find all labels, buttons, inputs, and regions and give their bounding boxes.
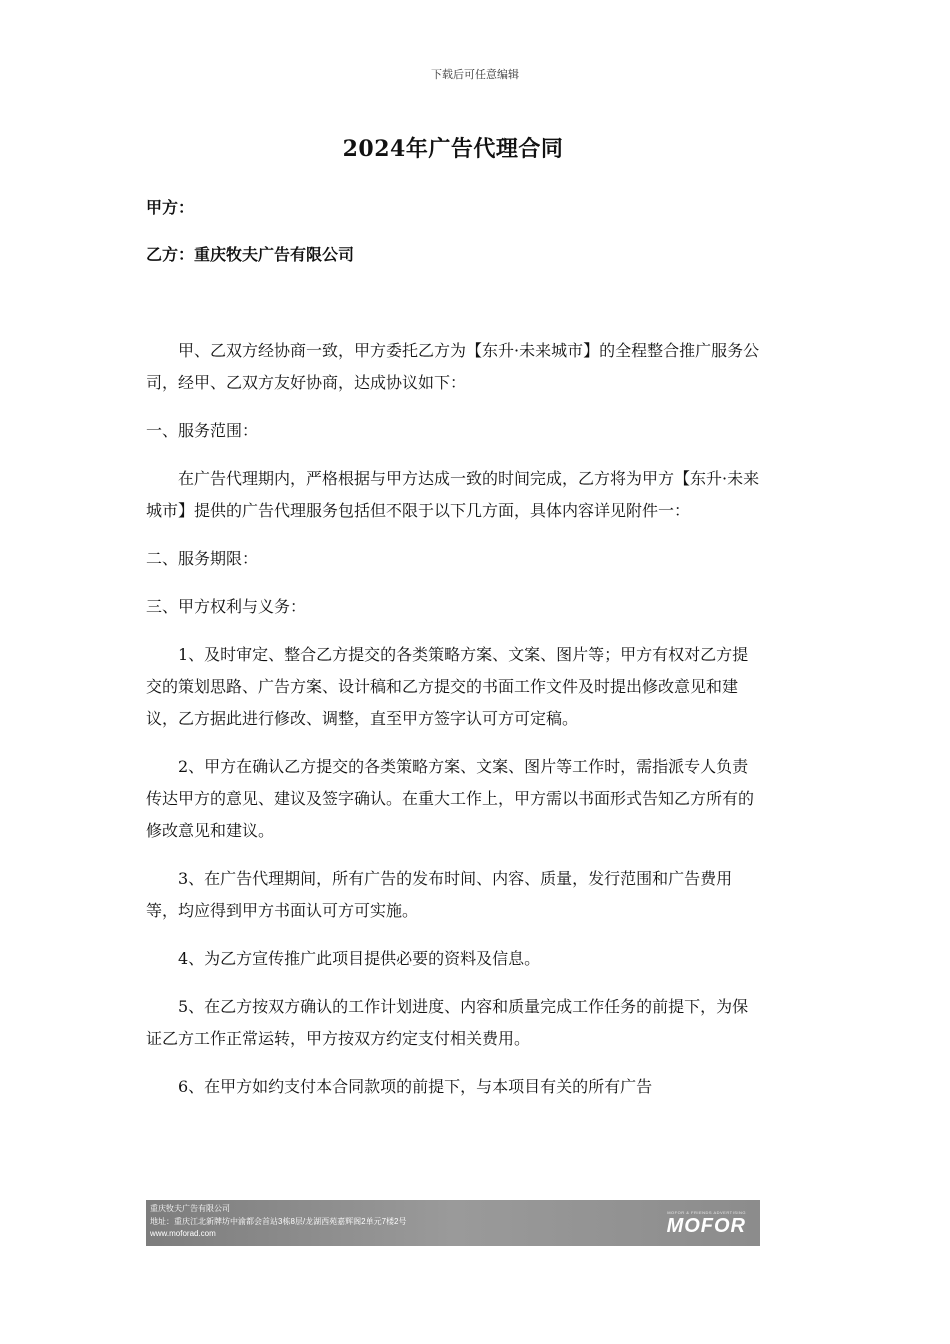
- footer-banner: [146, 1200, 760, 1246]
- clause-3: 3、在广告代理期间，所有广告的发布时间、内容、质量，发行范围和广告费用等，均应得到甲方书面认可方可实施。: [146, 869, 733, 920]
- footer-address: 地址：重庆江北新牌坊中渝都会首站3栋8层/龙湖西苑嘉辉阁2单元7楼2号: [150, 1216, 407, 1226]
- header-note: 下载后可任意编辑: [431, 68, 519, 81]
- contract-body: [146, 335, 760, 1119]
- section-heading-term: 二、服务期限：: [146, 549, 259, 568]
- section-heading-party-a-rights: 三、甲方权利与义务：: [146, 597, 307, 616]
- footer-company: 重庆牧夫广告有限公司: [150, 1204, 230, 1213]
- party-b: 乙方：重庆牧夫广告有限公司: [146, 245, 355, 264]
- footer-website: www.moforad.com: [150, 1229, 216, 1238]
- paragraph-scope: 在广告代理期内，严格根据与甲方达成一致的时间完成，乙方将为甲方【东升·未来城市】提供的广告代理服务包括但不限于以下几方面，具体内容详见附件一：: [146, 469, 760, 520]
- paragraph-intro: 甲、乙双方经协商一致，甲方委托乙方为【东升·未来城市】的全程整合推广服务公司，经甲、乙双方友好协商，达成协议如下：: [146, 341, 760, 392]
- logo-wordmark: MOFOR: [666, 1215, 746, 1237]
- clause-1: 1、及时审定、整合乙方提交的各类策略方案、文案、图片等；甲方有权对乙方提交的策划思路、广告方案、设计稿和乙方提交的书面工作文件及时提出修改意见和建议，乙方据此进行修改、调整，直至甲方签字认可方可定稿。: [146, 645, 749, 728]
- clause-6: 6、在甲方如约支付本合同款项的前提下，与本项目有关的所有广告: [178, 1077, 653, 1096]
- clause-2: 2、甲方在确认乙方提交的各类策略方案、文案、图片等工作时，需指派专人负责传达甲方的意见、建议及签字确认。在重大工作上，甲方需以书面形式告知乙方所有的修改意见和建议。: [146, 757, 755, 840]
- clause-5: 5、在乙方按双方确认的工作计划进度、内容和质量完成工作任务的前提下，为保证乙方工作正常运转，甲方按双方约定支付相关费用。: [146, 997, 749, 1048]
- mofor-logo: [667, 1210, 746, 1238]
- document-title: 2024年广告代理合同: [342, 136, 564, 162]
- section-heading-scope: 一、服务范围：: [146, 421, 259, 440]
- logo-tagline: MOFOR & FRIENDS ADVERTISING: [667, 1210, 746, 1215]
- party-a: 甲方：: [146, 198, 195, 217]
- clause-4: 4、为乙方宣传推广此项目提供必要的资料及信息。: [178, 949, 541, 968]
